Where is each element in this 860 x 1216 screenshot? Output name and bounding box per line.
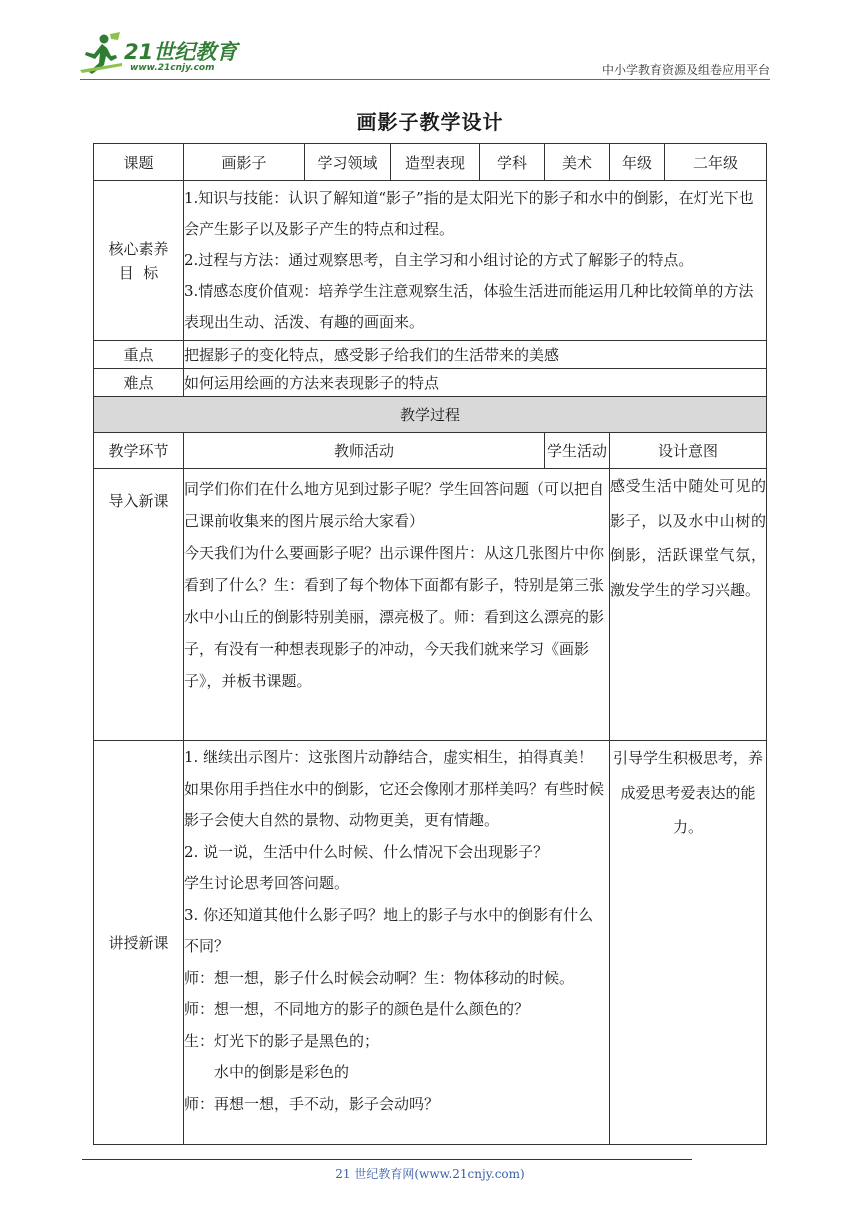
intro-label: 导入新课 <box>94 469 184 741</box>
key-label: 重点 <box>94 341 184 369</box>
difficulty-label: 难点 <box>94 369 184 397</box>
goals-row <box>94 181 767 341</box>
process-title-row <box>94 397 767 433</box>
topic-value: 画影子 <box>184 144 305 181</box>
key-row <box>94 341 767 369</box>
footer-divider <box>82 1159 692 1160</box>
grade-label: 年级 <box>610 144 665 181</box>
lecture-paragraph: 师：想一想，影子什么时候会动啊？生：物体移动的时候。 <box>184 968 575 987</box>
col-header-teacher: 教师活动 <box>184 433 545 469</box>
footer-link[interactable]: 21 世纪教育网(www.21cnjy.com) <box>335 1167 525 1181</box>
key-text: 把握影子的变化特点，感受影子给我们的生活带来的美感 <box>184 341 767 369</box>
goal-item: 1.知识与技能：认识了解知道“影子”指的是太阳光下的影子和水中的倒影，在灯光下也会产生影子以及影子产生的特点和过程。 <box>184 189 754 238</box>
topic-label: 课题 <box>94 144 184 181</box>
subject-value: 美术 <box>545 144 610 181</box>
lecture-paragraph: 学生讨论思考回答问题。 <box>184 874 350 892</box>
goals-label <box>94 181 184 341</box>
lecture-paragraph: 水中的倒影是彩色的 <box>214 1063 350 1081</box>
lecture-paragraph: 2. 说一说，生活中什么时候、什么情况下会出现影子？ <box>184 842 549 861</box>
goal-item: 3.情感态度价值观：培养学生注意观察生活，体验生活进而能运用几种比较简单的方法表现出生动、活泼、有趣的画面来。 <box>184 282 754 331</box>
site-logo[interactable] <box>80 30 250 78</box>
lecture-content <box>184 741 610 1145</box>
process-title: 教学过程 <box>94 397 767 433</box>
lecture-paragraph: 生：灯光下的影子是黑色的； <box>184 1031 380 1050</box>
lecture-paragraph: 3. 你还知道其他什么影子吗？地上的影子与水中的倒影有什么不同？ <box>184 905 594 955</box>
header-divider <box>80 79 770 80</box>
lecture-paragraph: 1. 继续出示图片：这张图片动静结合，虚实相生，拍得真美！如果你用手挡住水中的倒影，它还会像刚才那样美吗？有些时候影子会使大自然的景物、动物更美，更有情趣。 <box>184 748 605 829</box>
goals-label-line2: 目 标 <box>118 263 159 282</box>
lecture-paragraph: 师：再想一想，手不动，影子会动吗？ <box>184 1094 440 1113</box>
runner-logo-icon <box>80 30 126 76</box>
difficulty-row <box>94 369 767 397</box>
grade-value: 二年级 <box>665 144 767 181</box>
lesson-plan-table <box>93 143 767 1145</box>
lecture-row <box>94 741 767 1145</box>
logo-url: www.21cnjy.com <box>130 63 215 73</box>
info-row <box>94 144 767 181</box>
subject-label: 学科 <box>480 144 545 181</box>
goals-label-line1: 核心素养 <box>108 239 169 258</box>
field-label: 学习领域 <box>305 144 391 181</box>
difficulty-text: 如何运用绘画的方法来表现影子的特点 <box>184 369 767 397</box>
page-header <box>80 30 770 80</box>
page-title: 画影子教学设计 <box>356 110 504 134</box>
intro-paragraph: 同学们你们在什么地方见到过影子呢？学生回答问题（可以把自己课前收集来的图片展示给大家看） <box>184 480 605 530</box>
logo-text: 21世纪教育 <box>124 40 238 64</box>
process-header-row <box>94 433 767 469</box>
lecture-label: 讲授新课 <box>94 741 184 1145</box>
lecture-intent: 引导学生积极思考，养成爱思考爱表达的能力。 <box>610 741 767 1145</box>
intro-intent: 感受生活中随处可见的影子，以及水中山树的倒影，活跃课堂气氛，激发学生的学习兴趣。 <box>610 469 767 741</box>
field-value: 造型表现 <box>391 144 480 181</box>
intro-content <box>184 469 610 741</box>
lecture-paragraph: 师：想一想，不同地方的影子的颜色是什么颜色的？ <box>184 1000 530 1018</box>
goals-content <box>184 181 767 341</box>
intro-paragraph: 今天我们为什么要画影子呢？出示课件图片：从这几张图片中你看到了什么？生：看到了每个物体下面都有影子，特别是第三张水中小山丘的倒影特别美丽，漂亮极了。师：看到这么漂亮的影子，有没有一种想表现影子的冲动，今天我们就来学习《画影子》，并板书课题。 <box>184 544 605 690</box>
col-header-student: 学生活动 <box>545 433 610 469</box>
intro-row <box>94 469 767 741</box>
col-header-stage: 教学环节 <box>94 433 184 469</box>
goal-item: 2.过程与方法：通过观察思考，自主学习和小组讨论的方式了解影子的特点。 <box>184 251 694 269</box>
col-header-intent: 设计意图 <box>610 433 767 469</box>
platform-tagline: 中小学教育资源及组卷应用平台 <box>601 63 770 77</box>
